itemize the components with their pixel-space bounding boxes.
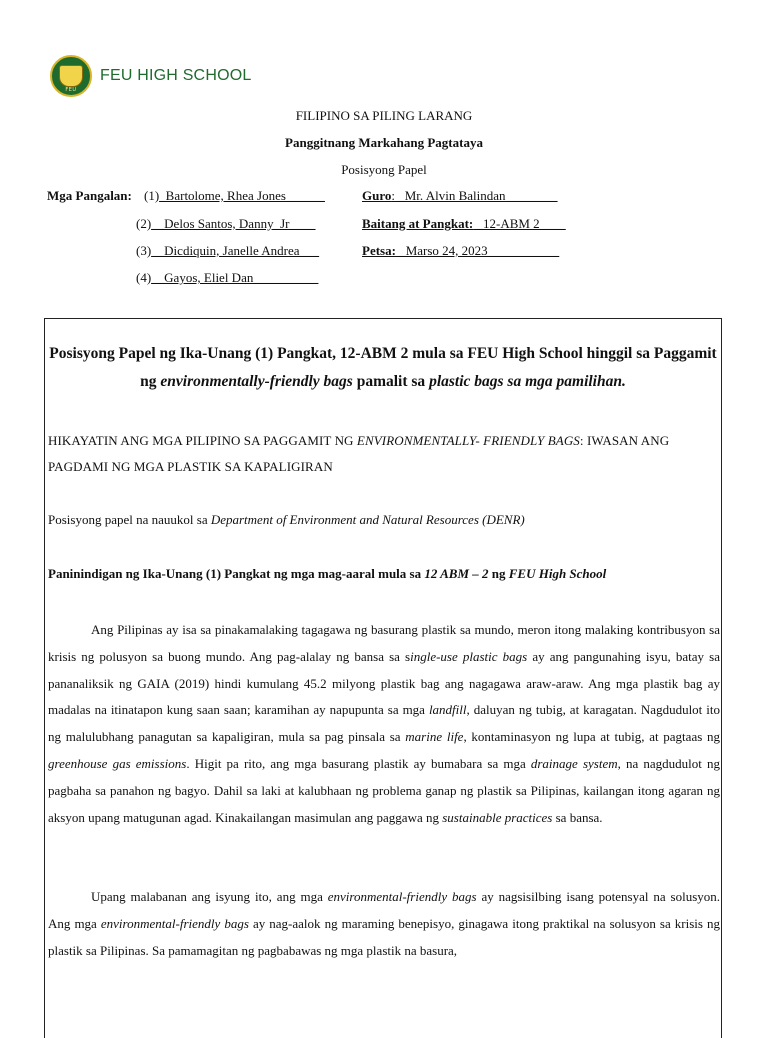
- member-2: (2)__Delos Santos, Danny_Jr____: [136, 216, 316, 231]
- course-title: FILIPINO SA PILING LARANG: [295, 108, 473, 123]
- member-3: (3)__Dicdiquin, Janelle Andrea___: [136, 243, 320, 258]
- addressee-line: Posisyong papel na nauukol sa Department of Environment and Natural Resources (DENR): [48, 512, 525, 527]
- school-logo: [50, 54, 251, 98]
- member-1: (1)_Bartolome, Rhea Jones______: [144, 188, 325, 203]
- date-field: Petsa: _Marso 24, 2023___________: [362, 243, 560, 258]
- document-type: Posisyong Papel: [341, 162, 427, 177]
- stance-line: Paninindigan ng Ika-Unang (1) Pangkat ng mga mag-aaral mula sa 12 ABM – 2 ng FEU High School: [48, 566, 607, 581]
- grade-field: Baitang at Pangkat: _12-ABM 2____: [362, 216, 566, 231]
- paper-title: Posisyong Papel ng Ika-Unang (1) Pangkat, 12-ABM 2 mula sa FEU High School hinggil sa Paggamit ng environmentally-friendly bags pamalit sa plastic bags sa mga pamilihan.: [49, 345, 717, 390]
- paragraph-2: Upang malabanan ang isyung ito, ang mga environmental-friendly bags ay nagsisilbing isang potensyal na solusyon. Ang mga environmental-friendly bags ay nag-aalok ng maraming benepisyo, ginagawa itong praktikal na solusyon sa krisis ng plastik sa Pilipinas. Sa pamamagitan ng pagbabawas ng mga plastik na basura,: [48, 889, 721, 958]
- exam-title: Panggitnang Markahang Pagtataya: [285, 135, 483, 150]
- names-label: Mga Pangalan:: [47, 188, 132, 203]
- school-name: FEU HIGH SCHOOL: [100, 67, 252, 84]
- teacher-field: Guro: _Mr. Alvin Balindan________: [362, 188, 558, 203]
- school-seal-icon: FEU: [50, 55, 92, 97]
- member-4: (4)__Gayos, Eliel Dan__________: [136, 270, 319, 285]
- paragraph-1: Ang Pilipinas ay isa sa pinakamalaking tagagawa ng basurang plastik sa mundo, meron itong malaking kontribusyon sa krisis ng polusyon sa buong mundo. Ang pag-alalay ng bansa sa single-use plastic bags ay ang pangunahing isyu, batay sa pananaliksik ng GAIA (2019) hindi kumulang 45.2 milyong plastik bag ang nagagawa araw-araw. Ang mga plastik bag ay madalas na itinatapon kung saan saan; karamihan ay napupunta sa mga landfill, daluyan ng tubig, at karagatan. Nagdudulot ito ng malulubhang panagutan sa kapaligiran, mula sa pag pinsala sa marine life, kontaminasyon ng lupa at tubig, at pagtaas ng greenhouse gas emissions. Higit pa rito, ang mga basurang plastik ay bumabara sa mga drainage system, na nagdudulot ng pagbaha sa panahon ng bagyo. Dahil sa laki at kalubhaan ng problema ganap ng plastik sa Pilipinas, kailangan itong agaran ng aksyon upang matugunan agad. Kinakailangan masimulan ang paggawa ng sustainable practices sa bansa.: [48, 622, 721, 825]
- paper-heading: HIKAYATIN ANG MGA PILIPINO SA PAGGAMIT NG ENVIRONMENTALLY- FRIENDLY BAGS: IWASAN ANG PAGDAMI NG MGA PLASTIK SA KAPALIGIRAN: [48, 433, 670, 474]
